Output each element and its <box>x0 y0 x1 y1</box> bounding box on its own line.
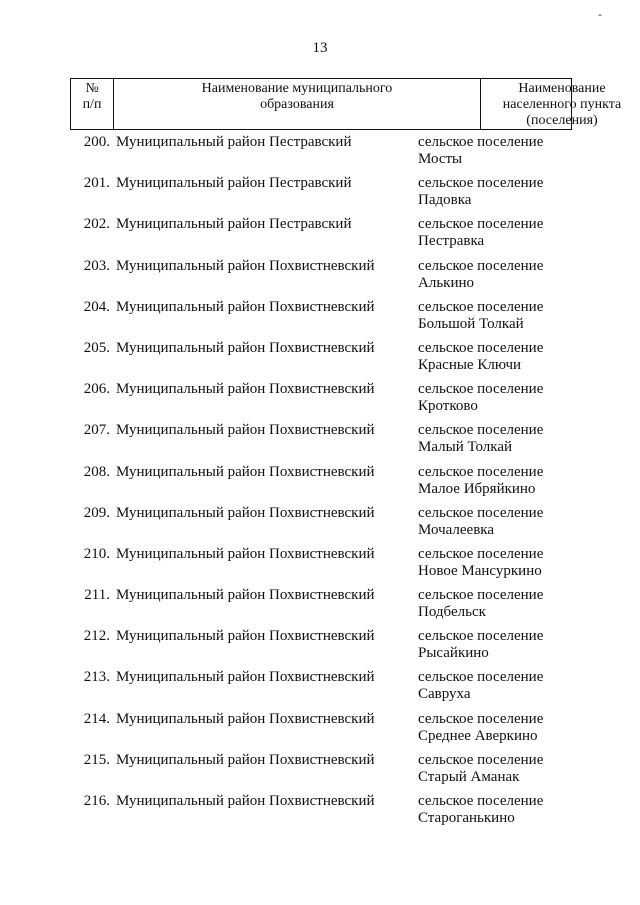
row-municipality: Муниципальный район Похвистневский <box>116 504 375 521</box>
row-settlement-type: сельское поселение <box>418 751 544 768</box>
header-number-column <box>71 79 114 129</box>
row-settlement <box>418 711 578 745</box>
row-number: 212. <box>83 628 110 645</box>
header-settlement-line: (поселения) <box>526 113 598 128</box>
header-number-line: № <box>85 81 99 96</box>
row-settlement-type: сельское поселение <box>418 134 544 150</box>
row-number: 203. <box>83 257 110 274</box>
row-municipality: Муниципальный район Похвистневский <box>116 422 375 439</box>
row-settlement <box>418 669 578 703</box>
table-row <box>0 173 640 214</box>
row-municipality: Муниципальный район Похвистневский <box>116 545 375 562</box>
row-settlement <box>418 299 578 333</box>
row-settlement-name: Пестравка <box>418 233 485 250</box>
row-settlement-type: сельское поселение <box>418 216 544 233</box>
row-settlement-type: сельское поселение <box>418 298 544 315</box>
row-number: 207. <box>83 422 110 439</box>
row-settlement-type: сельское поселение <box>418 793 544 809</box>
corner-mark: - <box>598 7 602 21</box>
row-number: 210. <box>83 545 110 562</box>
row-municipality: Муниципальный район Похвистневский <box>116 710 375 727</box>
row-municipality: Муниципальный район Похвистневский <box>116 669 375 686</box>
row-settlement <box>418 216 578 250</box>
row-settlement <box>418 258 578 292</box>
table-row <box>0 132 640 173</box>
row-municipality: Муниципальный район Похвистневский <box>116 793 375 809</box>
row-settlement <box>418 422 578 456</box>
table-header <box>70 78 622 130</box>
table-row <box>0 462 640 503</box>
row-municipality: Муниципальный район Похвистневский <box>116 381 375 398</box>
row-settlement-type: сельское поселение <box>418 545 544 562</box>
row-settlement-type: сельское поселение <box>418 504 544 521</box>
row-municipality: Муниципальный район Похвистневский <box>116 587 375 604</box>
row-settlement-type: сельское поселение <box>418 257 544 274</box>
row-settlement-name: Падовка <box>418 192 472 209</box>
row-settlement <box>418 793 578 827</box>
row-municipality: Муниципальный район Пестравский <box>116 175 352 192</box>
row-settlement-name: Малое Ибряйкино <box>418 480 536 497</box>
row-settlement <box>418 628 578 662</box>
row-settlement-name: Савруха <box>418 686 471 703</box>
table-row <box>0 297 640 338</box>
row-settlement-type: сельское поселение <box>418 175 544 192</box>
row-municipality: Муниципальный район Похвистневский <box>116 463 375 480</box>
row-number: 211. <box>84 587 110 604</box>
row-settlement <box>418 340 578 374</box>
row-number: 216. <box>83 793 110 809</box>
row-settlement-name: Большой Толкай <box>418 315 524 332</box>
row-settlement-type: сельское поселение <box>418 463 544 480</box>
row-settlement-name: Алькино <box>418 274 475 291</box>
row-settlement-name: Староганькино <box>418 810 515 826</box>
row-number: 200. <box>83 134 110 150</box>
table-row <box>0 585 640 626</box>
row-settlement-name: Среднее Аверкино <box>418 727 538 744</box>
row-settlement-type: сельское поселение <box>418 710 544 727</box>
row-settlement-type: сельское поселение <box>418 587 544 604</box>
row-number: 204. <box>83 298 110 315</box>
row-settlement-name: Старый Аманак <box>418 768 520 785</box>
row-number: 205. <box>83 339 110 356</box>
table-row <box>0 544 640 585</box>
row-number: 213. <box>83 669 110 686</box>
table-row <box>0 750 640 791</box>
row-settlement <box>418 381 578 415</box>
header-settlement-line: населенного пункта <box>502 97 622 112</box>
row-settlement <box>418 505 578 539</box>
row-settlement-name: Подбельск <box>418 604 486 621</box>
row-municipality: Муниципальный район Похвистневский <box>116 339 375 356</box>
row-settlement <box>418 134 578 168</box>
header-municipality-column <box>114 79 481 129</box>
table-row <box>0 338 640 379</box>
header-number-line: п/п <box>82 97 102 112</box>
row-municipality: Муниципальный район Похвистневский <box>116 298 375 315</box>
row-settlement <box>418 464 578 498</box>
page-number: 13 <box>312 40 328 56</box>
row-number: 201. <box>83 175 110 192</box>
row-municipality: Муниципальный район Пестравский <box>116 134 352 150</box>
row-municipality: Муниципальный район Похвистневский <box>116 628 375 645</box>
table-body <box>0 132 640 832</box>
table-row <box>0 626 640 667</box>
table-row <box>0 256 640 297</box>
row-settlement-type: сельское поселение <box>418 628 544 645</box>
row-settlement-name: Мочалеевка <box>418 521 495 538</box>
row-number: 209. <box>83 504 110 521</box>
header-municipality-line: Наименование муниципального <box>201 81 393 96</box>
row-settlement <box>418 175 578 209</box>
row-settlement <box>418 752 578 786</box>
table-row <box>0 379 640 420</box>
row-number: 215. <box>83 751 110 768</box>
header-settlement-column <box>481 79 640 129</box>
row-settlement-name: Кротково <box>418 398 478 415</box>
table-row <box>0 214 640 255</box>
row-number: 214. <box>83 710 110 727</box>
row-settlement-name: Новое Мансуркино <box>418 562 542 579</box>
table-row <box>0 667 640 708</box>
table-row <box>0 709 640 750</box>
row-number: 206. <box>83 381 110 398</box>
row-settlement-type: сельское поселение <box>418 381 544 398</box>
table-row <box>0 503 640 544</box>
row-municipality: Муниципальный район Пестравский <box>116 216 352 233</box>
row-settlement-name: Малый Толкай <box>418 439 513 456</box>
row-number: 202. <box>83 216 110 233</box>
row-settlement <box>418 546 578 580</box>
row-settlement-type: сельское поселение <box>418 669 544 686</box>
table-row <box>0 420 640 461</box>
header-settlement-line: Наименование <box>518 81 606 96</box>
table-row <box>0 791 640 832</box>
row-settlement-type: сельское поселение <box>418 422 544 439</box>
row-settlement-name: Рысайкино <box>418 645 489 662</box>
row-settlement-name: Красные Ключи <box>418 356 522 373</box>
row-municipality: Муниципальный район Похвистневский <box>116 257 375 274</box>
row-municipality: Муниципальный район Похвистневский <box>116 751 375 768</box>
header-municipality-line: образования <box>260 97 334 112</box>
row-settlement-type: сельское поселение <box>418 339 544 356</box>
row-number: 208. <box>83 463 110 480</box>
row-settlement <box>418 587 578 621</box>
row-settlement-name: Мосты <box>418 151 463 167</box>
